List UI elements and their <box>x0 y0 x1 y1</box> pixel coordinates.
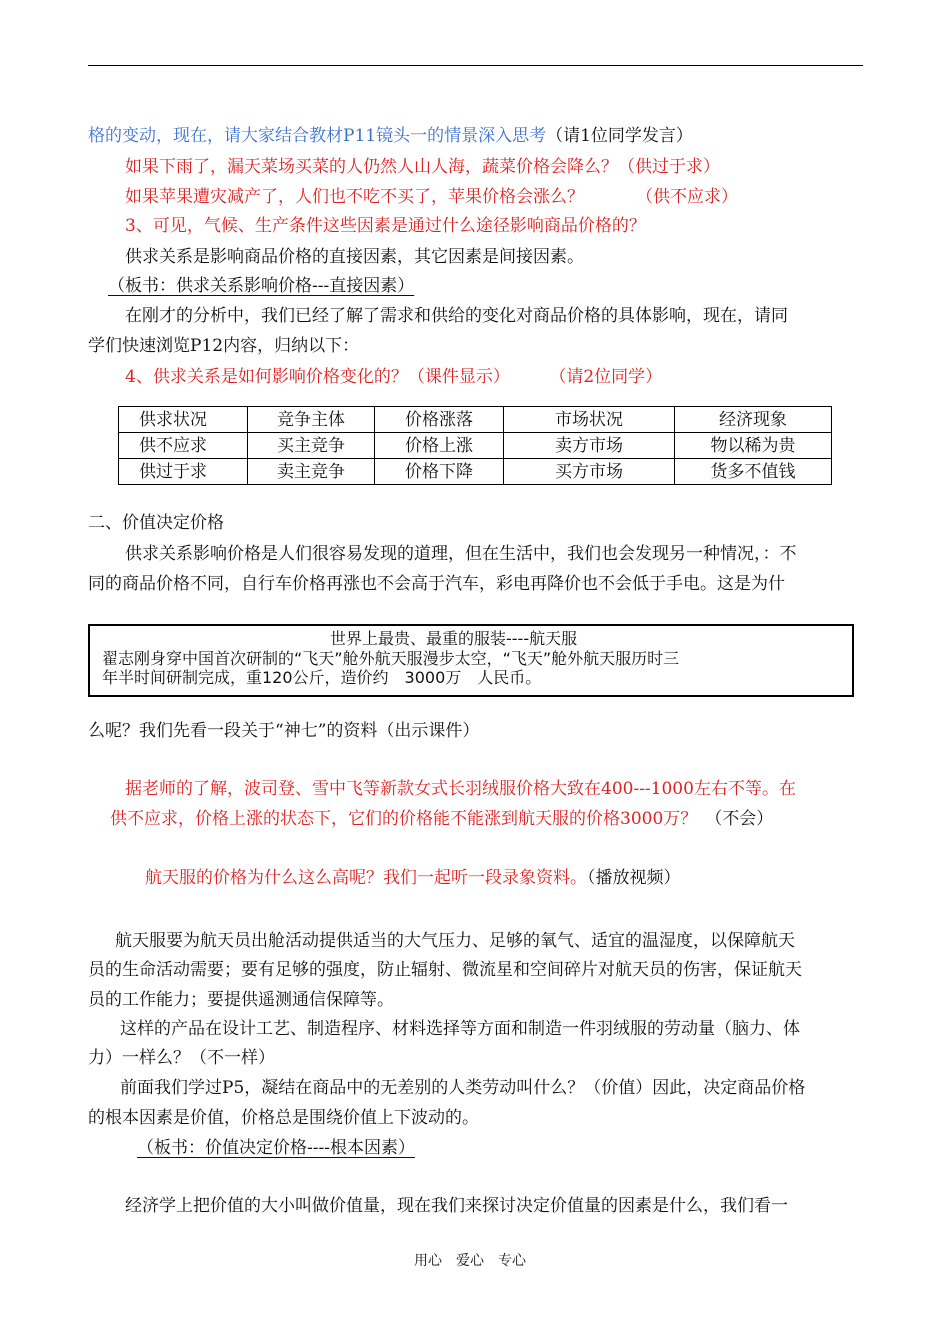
board-note-1: （板书：供求关系影响价格---直接因素） <box>108 276 415 296</box>
header-rule <box>88 65 863 66</box>
table-cell: 供过于求 <box>119 459 248 485</box>
spacesuit-info-box <box>88 624 854 697</box>
table-cell: 卖方市场 <box>504 433 675 459</box>
line-1 <box>88 125 693 147</box>
table-cell: 卖主竞争 <box>248 459 375 485</box>
table-cell: 货多不值钱 <box>675 459 832 485</box>
table-row <box>119 433 832 459</box>
question-4-note: （请2位同学） <box>557 367 663 387</box>
line-5: 供求关系是影响商品价格的直接因素，其它因素是间接因素。 <box>125 247 584 267</box>
table-header-cell: 经济现象 <box>675 407 832 433</box>
supply-demand-table <box>118 406 832 485</box>
red-para-question: 供不应求，价格上涨的状态下，它们的价格能不能涨到航天服的价格3000万？ <box>110 809 698 829</box>
video-question: 航天服的价格为什么这么高呢？我们一起听一段录象资料。 <box>145 868 587 888</box>
table-header-cell: 竞争主体 <box>248 407 375 433</box>
video-note: （播放视频） <box>587 868 681 888</box>
line-3-question: 如果苹果遭灾减产了，人们也不吃不买了，苹果价格会涨么？ <box>125 187 584 207</box>
table-cell: 买主竞争 <box>248 433 375 459</box>
video-line <box>145 867 681 889</box>
line-3 <box>125 186 738 208</box>
line-1-black: （请1位同学发言） <box>546 126 693 146</box>
red-para-line-2 <box>110 808 773 830</box>
box-title: 世界上最贵、最重的服装----航天服 <box>330 629 578 648</box>
question-4-text: 4、供求关系是如何影响价格变化的？（课件显示） <box>125 367 510 387</box>
box-line-1: 翟志刚身穿中国首次研制的“飞天”舱外航天服漫步太空，“飞天”舱外航天服历时三 <box>102 649 680 668</box>
red-para-answer: （不会） <box>705 809 774 829</box>
line-3-answer: （供不应求） <box>636 187 738 207</box>
red-para-line-1: 据老师的了解，波司登、雪中飞等新款女式长羽绒服价格大致在400---1000左右不等。在 <box>125 779 796 799</box>
table-row <box>119 459 832 485</box>
para-1-line-2: 同的商品价格不同，自行车价格再涨也不会高于汽车，彩电再降价也不会低于手电。这是为什 <box>88 574 785 594</box>
para-1-line-1: 供求关系影响价格是人们很容易发现的道理，但在生活中，我们也会发现另一种情况，：不 <box>125 544 797 564</box>
table-cell: 物以稀为贵 <box>675 433 832 459</box>
value-para-line-1: 前面我们学过P5，凝结在商品中的无差别的人类劳动叫什么？（价值）因此，决定商品价格 <box>120 1078 806 1098</box>
line-2: 如果下雨了，漏天菜场买菜的人仍然人山人海，蔬菜价格会降么？（供过于求） <box>125 157 720 177</box>
box-line-2: 年半时间研制完成，重120公斤，造价约 3000万 人民币。 <box>102 668 542 687</box>
table-cell: 供不应求 <box>119 433 248 459</box>
question-3: 3、可见，气候、生产条件这些因素是通过什么途径影响商品价格的？ <box>125 216 646 236</box>
section-2-title: 二、价值决定价格 <box>88 513 224 533</box>
table-header-cell: 价格涨落 <box>375 407 504 433</box>
board-note-2: （板书：价值决定价格----根本因素） <box>137 1138 415 1158</box>
value-para-line-2: 的根本因素是价值，价格总是围绕价值上下波动的。 <box>88 1108 479 1128</box>
labor-para-line-2: 力）一样么？（不一样） <box>88 1048 275 1068</box>
line-1-blue: 格的变动，现在，请大家结合教材P11镜头一的情景深入思考 <box>88 126 547 146</box>
line-7: 在刚才的分析中，我们已经了解了需求和供给的变化对商品价格的具体影响，现在，请同 <box>125 306 788 326</box>
table-cell: 买方市场 <box>504 459 675 485</box>
page-footer: 用心 爱心 专心 <box>414 1253 526 1269</box>
question-4 <box>125 366 662 388</box>
table-cell: 价格下降 <box>375 459 504 485</box>
spacesuit-para-line-3: 员的工作能力；要提供遥测通信保障等。 <box>88 990 394 1010</box>
para-1-line-3: 么呢？我们先看一段关于“神七”的资料（出示课件） <box>88 721 480 741</box>
table-header-row <box>119 407 832 433</box>
table-cell: 价格上涨 <box>375 433 504 459</box>
table-header-cell: 供求状况 <box>119 407 248 433</box>
last-line: 经济学上把价值的大小叫做价值量，现在我们来探讨决定价值量的因素是什么，我们看一 <box>125 1196 788 1216</box>
labor-para-line-1: 这样的产品在设计工艺、制造程序、材料选择等方面和制造一件羽绒服的劳动量（脑力、体 <box>120 1019 800 1039</box>
table-header-cell: 市场状况 <box>504 407 675 433</box>
spacesuit-para-line-1: 航天服要为航天员出舱活动提供适当的大气压力、足够的氧气、适宜的温湿度，以保障航天 <box>115 931 795 951</box>
line-8: 学们快速浏览P12内容，归纳以下： <box>88 336 360 356</box>
spacesuit-para-line-2: 员的生命活动需要；要有足够的强度，防止辐射、微流星和空间碎片对航天员的伤害，保证航天 <box>88 960 802 980</box>
